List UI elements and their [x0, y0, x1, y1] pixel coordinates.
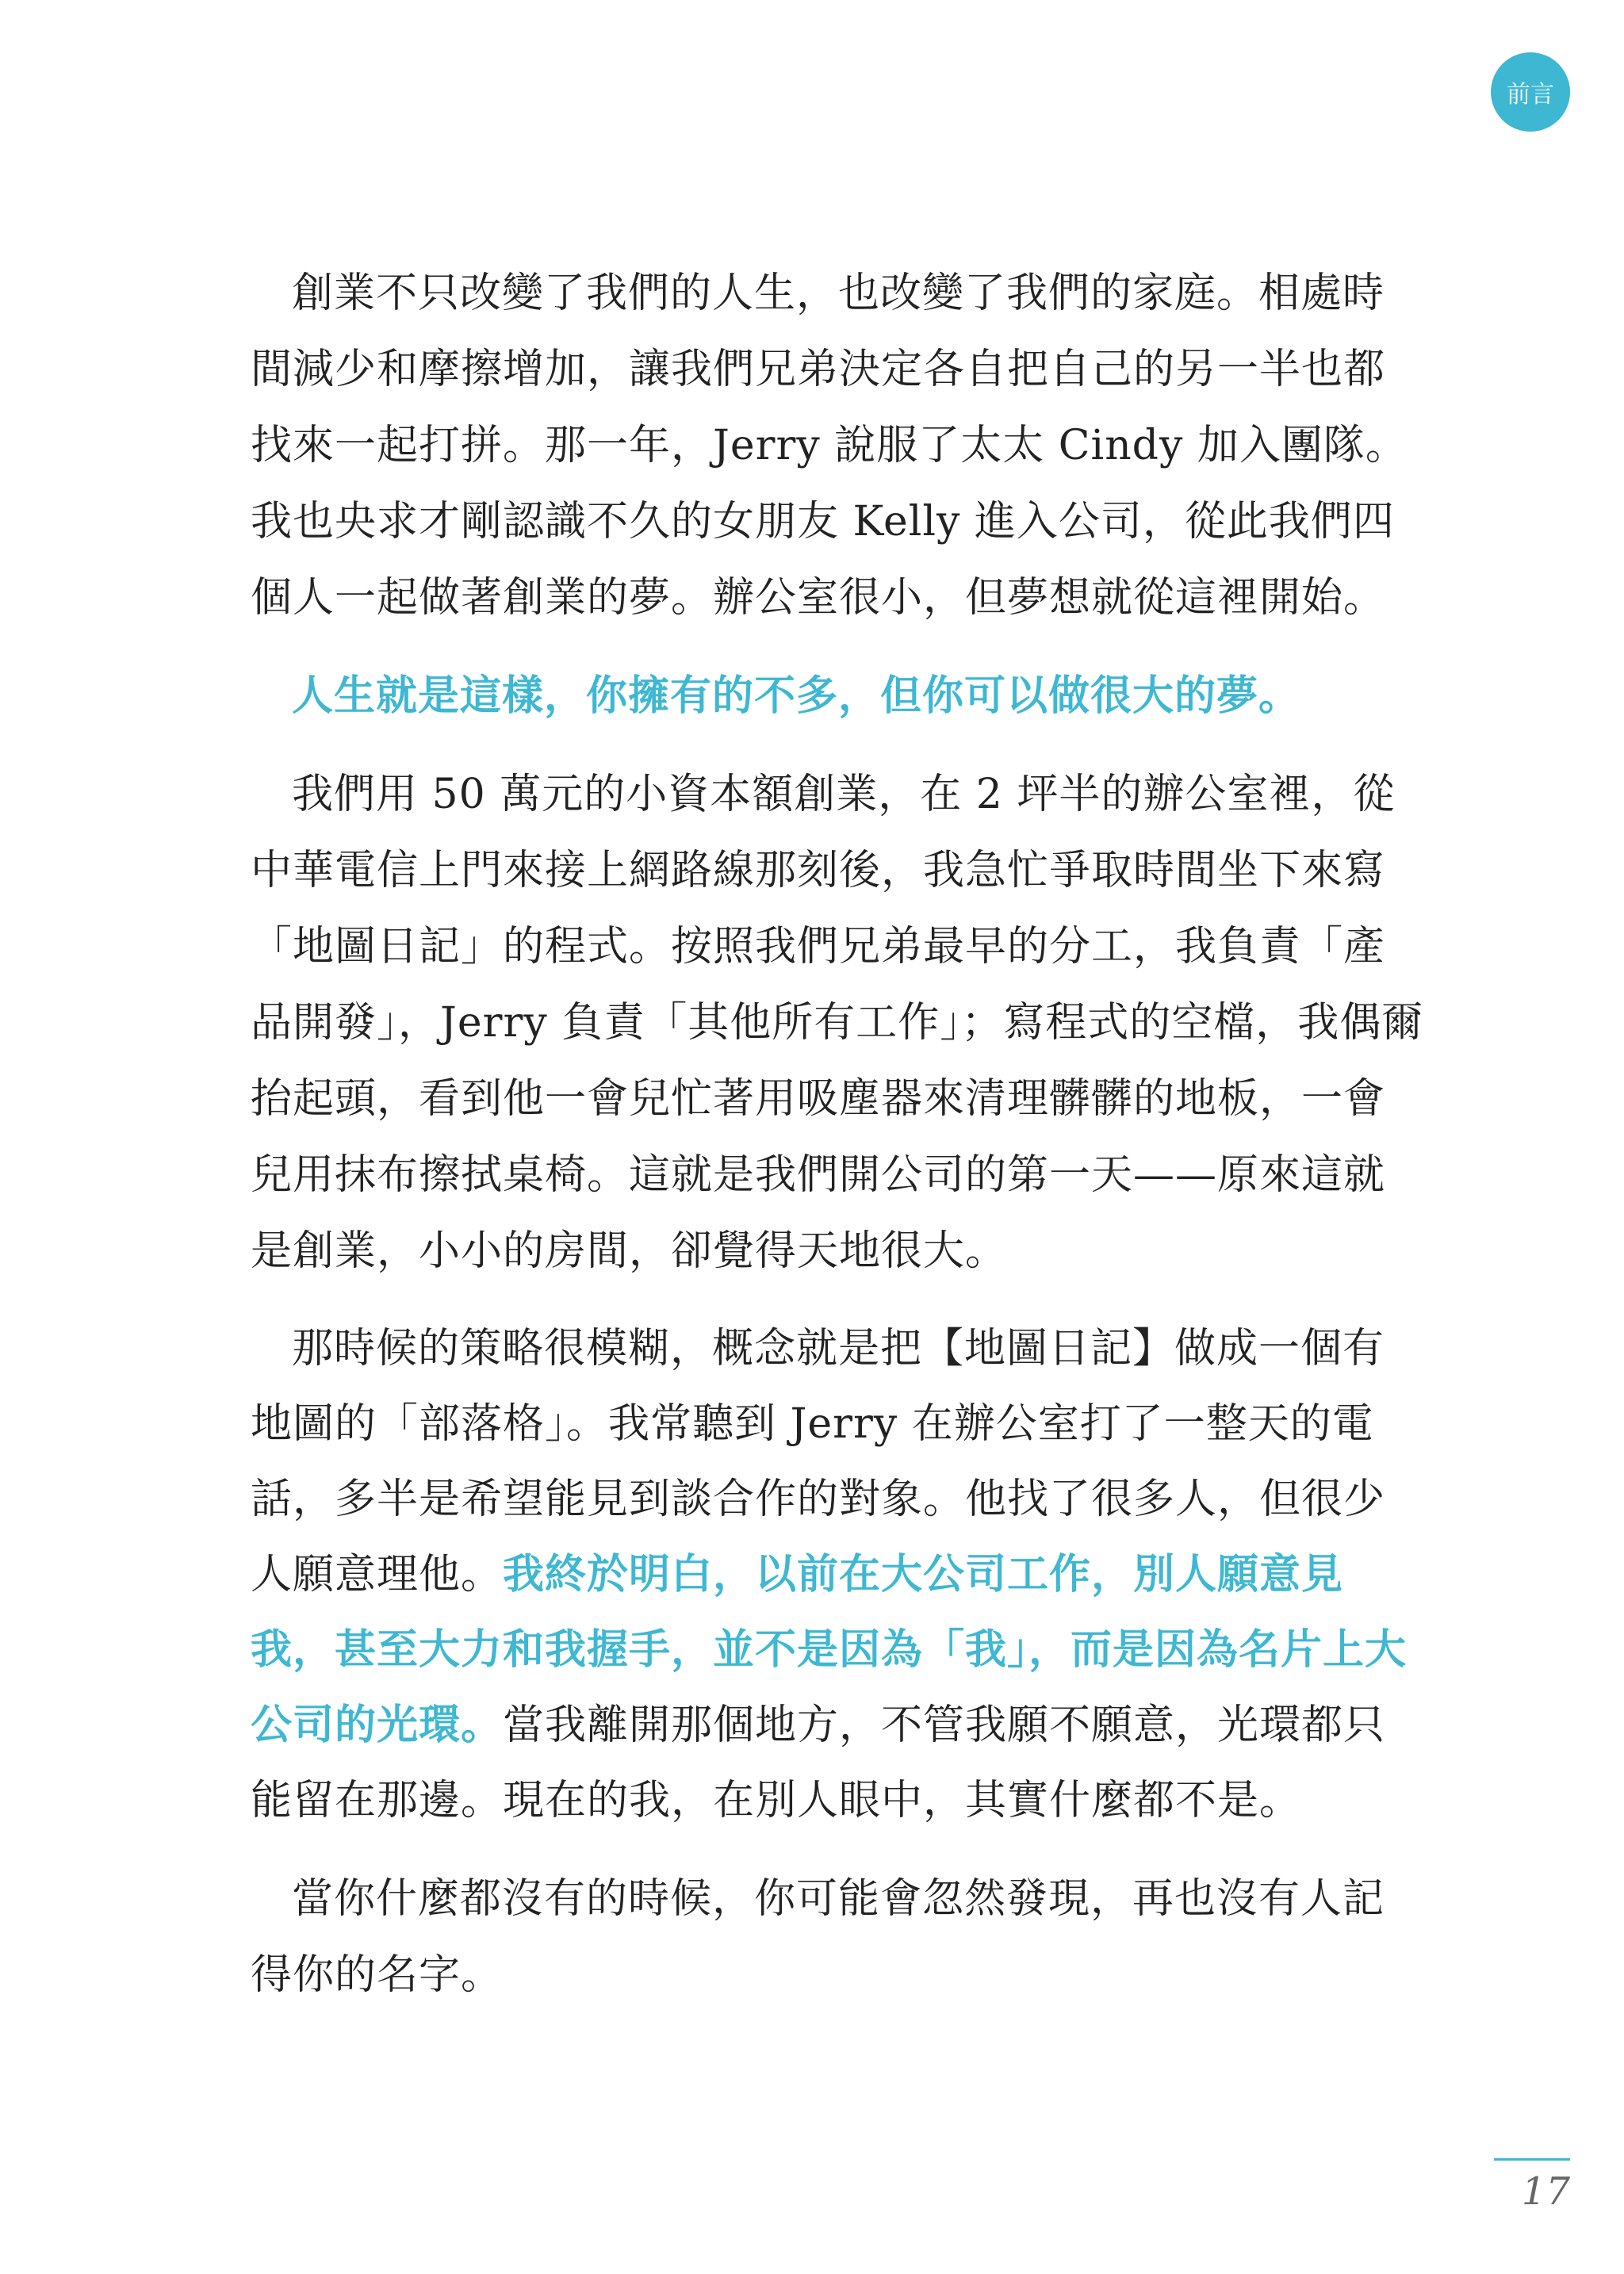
- paragraph-text: 我們用 50 萬元的小資本額創業，在 2 坪半的辦公室裡，從中華電信上門來接上網路線那刻後，我急忙爭取時間坐下來寫「地圖日記」的程式。按照我們兄弟最早的分工，我負責「產品開發」，Jerry 負責「其他所有工作」；寫程式的空檔，我偶爾抬起頭，看到他一會兒忙著用吸塵器來清理髒髒的地板，一會兒用抹布擦拭桌椅。這就是我們開公司的第一天——原來這就是創業，小小的房間，卻覺得天地很大。: [251, 771, 1424, 1275]
- paragraph-text: 當你什麼都沒有的時候，你可能會忽然發現，再也沒有人記得你的名字。: [251, 1875, 1385, 1999]
- paragraph-text: 當我離開那個地方，不管我願不願意，光環都只能留在那邊。現在的我，在別人眼中，其實什麼都不是。: [251, 1702, 1386, 1824]
- chapter-label: 前言: [1507, 81, 1554, 109]
- paragraph-3: [251, 756, 1424, 1289]
- paragraph-text: 創業不只改變了我們的人生，也改變了我們的家庭。相處時間減少和摩擦增加，讓我們兄弟決定各自把自己的另一半也都找來一起打拼。那一年，Jerry 說服了太太 Cindy 加入團隊。我也央求才剛認識不久的女朋友 Kelly 進入公司，從此我們四個人一起做著創業的夢。辦公室很小，但夢想就從這裡開始。: [251, 270, 1408, 622]
- chapter-badge: [1491, 52, 1570, 132]
- paragraph-4: [251, 1311, 1424, 1839]
- paragraph-2-pull-quote: [251, 658, 1424, 734]
- footer-divider: [1494, 2158, 1570, 2161]
- paragraph-1: [251, 255, 1424, 636]
- highlighted-text: 人生就是這樣，你擁有的不多，但你可以做很大的夢。: [292, 672, 1301, 720]
- article-body: [251, 255, 1424, 2035]
- paragraph-5: [251, 1861, 1424, 2013]
- paragraph-text: 那時候的策略很模糊，概念就是把【地圖日記】做成一個有地圖的「部落格」。我常聽到 Jerry 在辦公室打了一整天的電話，多半是希望能見到談合作的對象。他找了很多人，但很少人願意理他。: [251, 1325, 1386, 1598]
- highlighted-text: 我終於明白，以前在大公司工作，別人願意見我，甚至大力和我握手，並不是因為「我」，而是因為名片上大公司的光環。: [251, 1551, 1408, 1749]
- page-number: 17: [1521, 2169, 1570, 2214]
